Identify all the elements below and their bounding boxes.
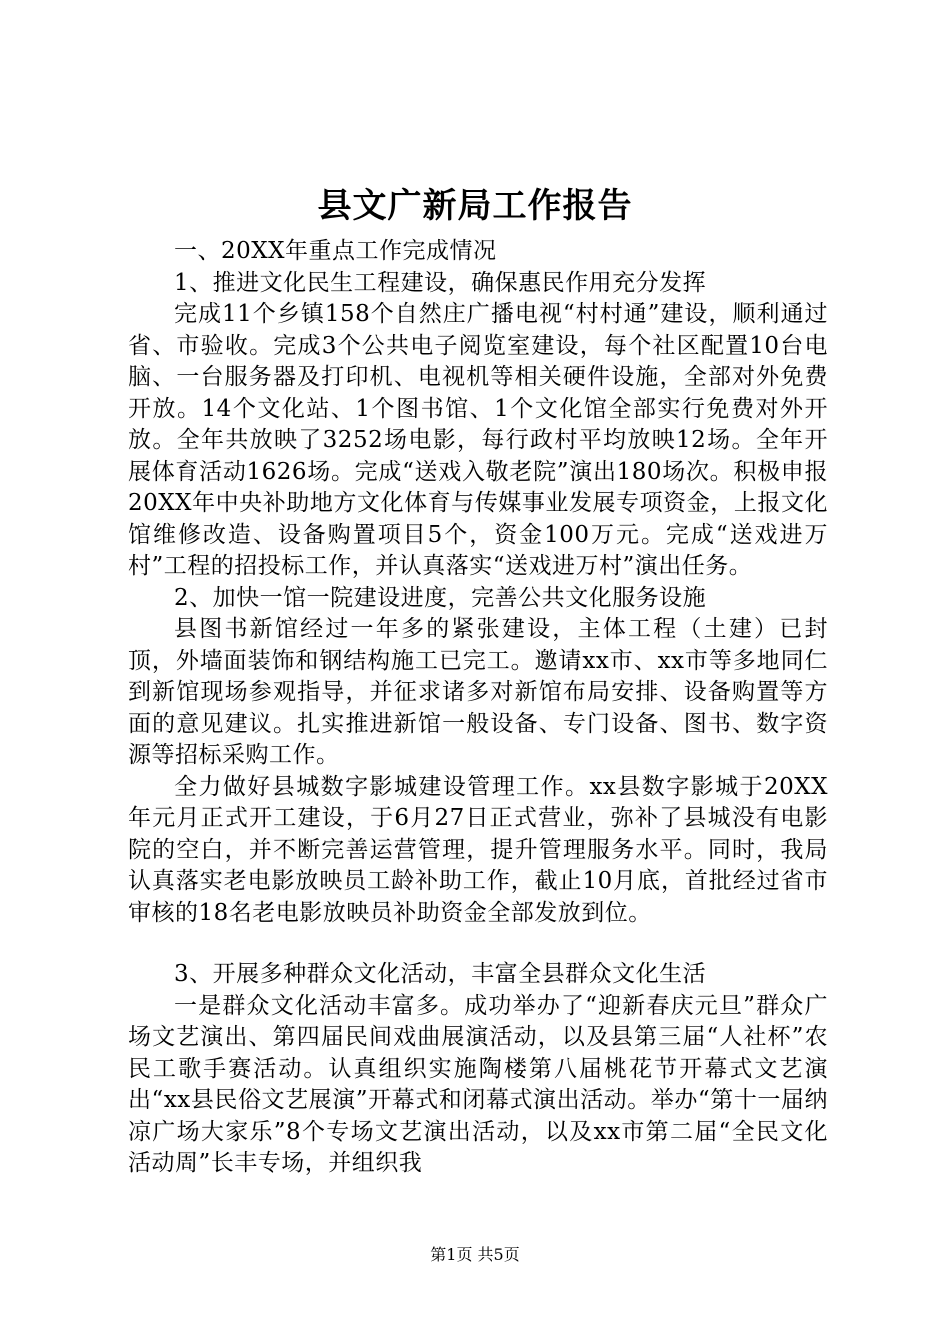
paragraph-spacer	[128, 929, 828, 959]
document-title: 县文广新局工作报告	[317, 186, 633, 226]
page-total: 共5页	[477, 1245, 520, 1264]
subsection-heading-2: 2、加快一馆一院建设进度，完善公共文化服务设施	[174, 584, 707, 611]
page-number: 第1页	[430, 1245, 473, 1264]
subsection-heading-3: 3、开展多种群众文化活动，丰富全县群众文化生活	[174, 961, 707, 987]
paragraph: 全力做好县城数字影城建设管理工作。xx县数字影城于20XX年元月正式开工建设，于6月27日正式营业，弥补了县城没有电影院的空白，并不断完善运营管理，提升管理服务水平。同时，我局认真落实老电影放映员工龄补助工作，截止10月底，首批经过省市审核的18名老电影放映员补助资金全部发放到位。	[128, 773, 828, 926]
page-footer	[0, 1244, 950, 1266]
section-heading-1: 一、20XX年重点工作完成情况	[174, 238, 497, 264]
paragraph: 县图书新馆经过一年多的紧张建设，主体工程（土建）已封顶，外墙面装饰和钢结构施工已完工。邀请xx市、xx市等多地同仁到新馆现场参观指导，并征求诸多对新馆布局安排、设备购置等方面的意见建议。扎实推进新馆一般设备、专门设备、图书、数字资源等招标采购工作。	[128, 616, 828, 768]
paragraph: 完成11个乡镇158个自然庄广播电视“村村通”建设，顺利通过省、市验收。完成3个公共电子阅览室建设，每个社区配置10台电脑、一台服务器及打印机、电视机等相关硬件设施，全部对外免费开放。14个文化站、1个图书馆、1个文化馆全部实行免费对外开放。全年共放映了3252场电影，每行政村平均放映12场。全年开展体育活动1626场。完成“送戏入敬老院”演出180场次。积极申报20XX年中央补助地方文化体育与传媒事业发展专项资金，上报文化馆维修改造、设备购置项目5个，资金100万元。完成“送戏进万村”工程的招投标工作，并认真落实“送戏进万村”演出任务。	[128, 301, 828, 579]
subsection-heading-1: 1、推进文化民生工程建设，确保惠民作用充分发挥	[174, 269, 707, 296]
paragraph: 一是群众文化活动丰富多。成功举办了“迎新春庆元旦”群众广场文艺演出、第四届民间戏曲展演活动，以及县第三届“人社杯”农民工歌手赛活动。认真组织实施陶楼第八届桃花节开幕式文艺演出“xx县民俗文艺展演”开幕式和闭幕式演出活动。举办“第十一届纳凉广场大家乐”8个专场文艺演出活动，以及xx市第二届“全民文化活动周”长丰专场，并组织我	[128, 992, 828, 1176]
document-body	[128, 236, 828, 1180]
